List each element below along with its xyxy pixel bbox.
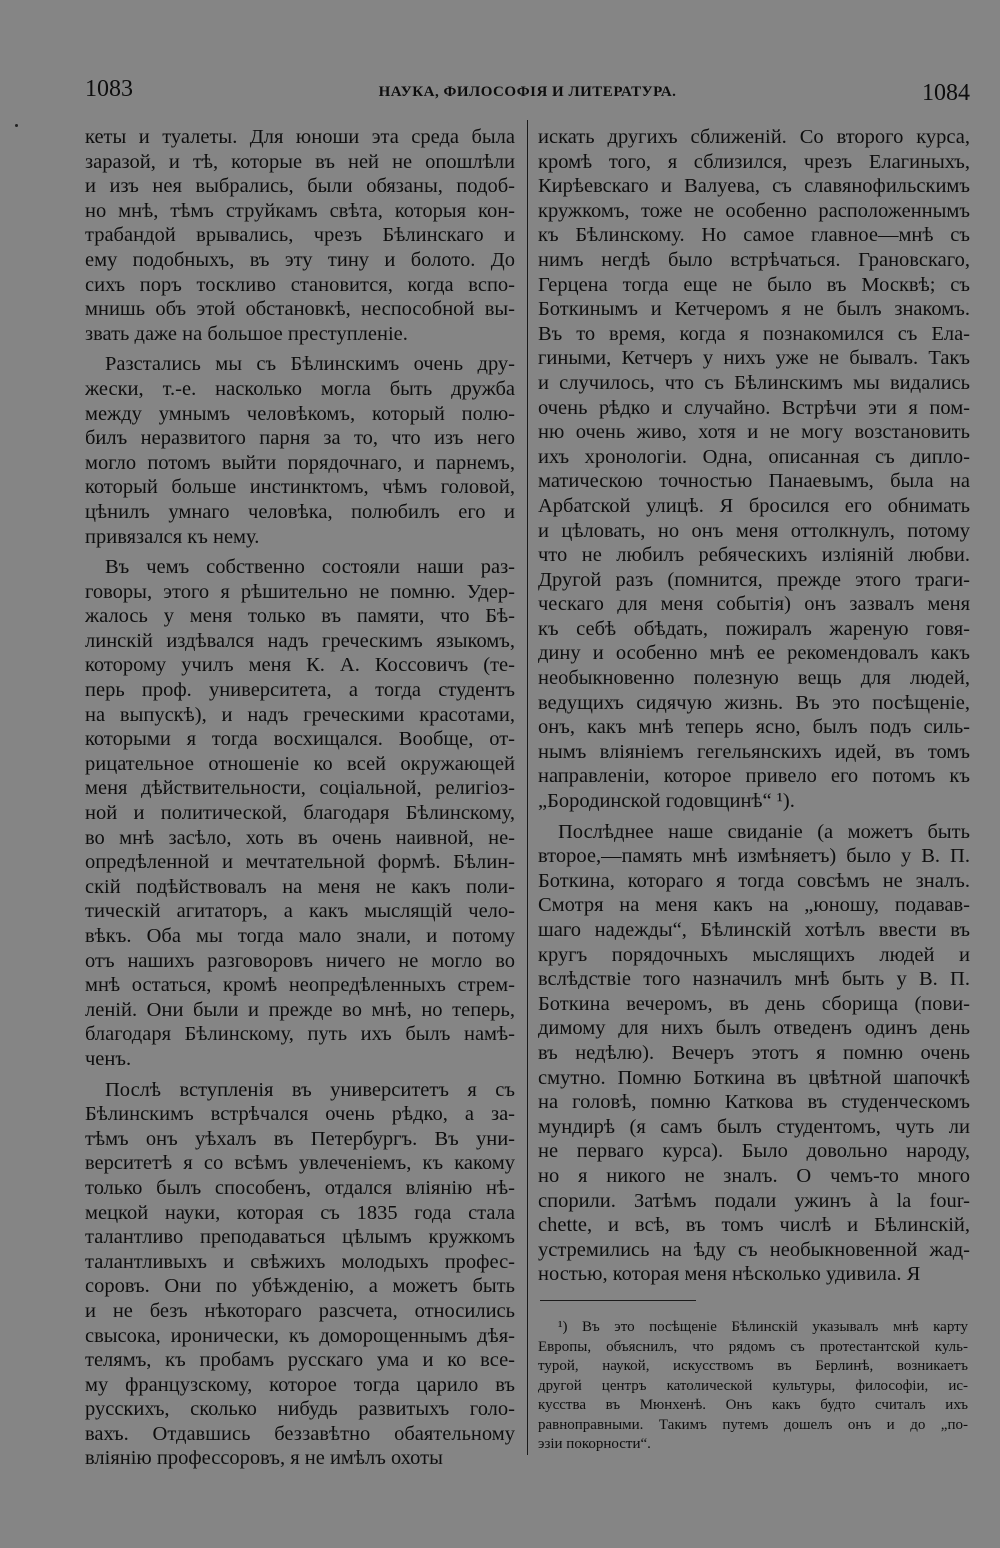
- text-line: говоры, этого я рѣшительно не помню. Удер-: [85, 580, 515, 603]
- text-line: верситетѣ я со всѣмъ увлеченіемъ, къ какому: [85, 1152, 515, 1175]
- text-line: меня дѣйствительности, соціальной, религіоз-: [85, 777, 515, 800]
- text-line: и цѣловать, но онъ меня оттолкнулъ, потому: [538, 519, 970, 542]
- text-line: очень рѣдко и случайно. Встрѣчи эти я пом-: [538, 396, 970, 419]
- text-line: жалось у меня только въ памяти, что Бѣ-: [85, 605, 515, 628]
- text-line: соровъ. Они по убѣжденію, а можетъ быть: [85, 1275, 515, 1298]
- text-line: ческаго для меня событія) онъ зазвалъ меня: [538, 593, 970, 616]
- text-line: Боткинымъ и Кетчеромъ я не былъ знакомъ.: [538, 298, 970, 321]
- text-line: Послѣднее наше свиданіе (а можетъ быть: [558, 820, 970, 843]
- paragraph: [85, 555, 515, 1071]
- text-line: но мнѣ, тѣмъ струйкамъ свѣта, которыя кон-: [85, 199, 515, 222]
- text-line: второе,—память мнѣ измѣняетъ) было у В. П.: [538, 845, 970, 868]
- text-line: Боткина вечеромъ, въ день сборища (пови-: [538, 992, 970, 1015]
- text-line: устремились на ѣду съ необыкновенной жад-: [538, 1238, 970, 1261]
- text-line: вліянію профессоровъ, я не имѣлъ охоты: [85, 1447, 443, 1470]
- footnote-line: турой, наукой, искусствомъ въ Берлинѣ, возникаетъ: [538, 1358, 968, 1374]
- text-line: димому для нихъ былъ отведенъ одинъ день: [538, 1017, 970, 1040]
- text-line: что не любилъ ребяческихъ изліяній любви.: [538, 544, 970, 567]
- text-line: дину и особенно мнѣ ее рекомендовалъ какъ: [538, 642, 970, 665]
- text-line: въ недѣлю). Вечеръ этотъ я помню очень: [538, 1041, 970, 1064]
- footnote-text: Въ это посѣщеніе Бѣлинскій указывалъ мнѣ карту: [582, 1319, 968, 1335]
- text-line: онъ, какъ мнѣ теперь ясно, былъ подъ силь-: [538, 716, 970, 739]
- text-line: цѣнилъ умнаго человѣка, полюбилъ его и: [85, 500, 515, 523]
- text-line: ведущихъ сидячую жизнь. Въ это посѣщеніе,: [538, 691, 970, 714]
- text-line: ему подобныхъ, въ эту тину и болото. До: [85, 248, 515, 271]
- text-line: вѣкъ. Оба мы тогда мало знали, и потому: [85, 925, 515, 947]
- page-header: [85, 70, 970, 110]
- text-line: могло потомъ выйти порядочнаго, и парнемъ,: [85, 451, 515, 474]
- text-line: привязался къ нему.: [85, 525, 260, 548]
- text-line: спорили. Затѣмъ подали ужинъ à la four-: [538, 1189, 970, 1212]
- text-line: ихъ хронологіи. Одна, описанная съ дипло-: [538, 445, 970, 468]
- text-line: скій подѣйствовалъ на меня не какъ поли-: [85, 875, 515, 898]
- text-line: кромѣ того, я сблизился, чрезъ Елагиныхъ,: [538, 150, 970, 173]
- text-line: кругъ порядочныхъ мыслящихъ людей и: [538, 943, 970, 966]
- text-line: Разстались мы съ Бѣлинскимъ очень дру-: [105, 353, 515, 376]
- text-line: къ себѣ обѣдать, пожиралъ жареную говя-: [538, 617, 970, 640]
- text-line: которыми я тогда восхищался. Вообще, от-: [85, 728, 515, 751]
- footnote-rule: [540, 1300, 696, 1301]
- text-line: которому училъ меня К. А. Коссовичъ (те-: [85, 654, 515, 677]
- text-line: ностью, которая меня нѣсколько удивила. Я: [538, 1263, 921, 1286]
- text-line: во мнѣ засѣло, хоть въ очень наивной, не-: [85, 826, 515, 849]
- footnote-line: равноправными. Такимъ путемъ дошелъ онъ и до „по-: [538, 1416, 968, 1433]
- text-line: линскій издѣвался надъ греческимъ языкомъ,: [85, 629, 515, 652]
- text-line: Боткина, котораго я тогда совсѣмъ не зналъ.: [538, 869, 970, 892]
- footnote-line: [538, 1318, 968, 1338]
- text-line: необыкновенно полезную вещь для людей,: [538, 667, 970, 690]
- text-line: жески, т.-е. насколько могла быть дружба: [85, 377, 515, 400]
- text-line: и изъ нея выбрались, были обязаны, подоб-: [85, 175, 515, 198]
- text-line: и не безъ нѣкотораго разсчета, относились: [85, 1299, 515, 1322]
- text-line: направленіи, которое привело его потомъ къ: [538, 765, 970, 788]
- text-line: гиными, Кетчеръ у нихъ уже не бывалъ. Такъ: [538, 347, 970, 370]
- text-line: chette, и всѣ, въ томъ числѣ и Бѣлинскій,: [538, 1214, 970, 1237]
- footnote-line: эзіи покорности“.: [538, 1436, 651, 1452]
- text-line: Другой разъ (помнится, прежде этого траги-: [538, 568, 970, 591]
- footnote: [538, 1318, 968, 1455]
- text-line: отъ нашихъ разговоровъ ничего не могло во: [85, 949, 515, 972]
- text-line: опредѣленной и мечтательной формѣ. Бѣлин-: [85, 851, 515, 874]
- text-line: между умнымъ человѣкомъ, который полю-: [85, 402, 515, 425]
- text-line: Бѣлинскимъ встрѣчался очень рѣдко, а за-: [85, 1103, 515, 1126]
- footnote-line: Европы, объяснилъ, что рядомъ съ протестантской куль-: [538, 1338, 968, 1355]
- text-line: и случилось, что съ Бѣлинскимъ мы видались: [538, 371, 970, 394]
- text-line: вахъ. Отдавшись беззавѣтно обаятельному: [85, 1422, 515, 1445]
- text-line: который больше инстинктомъ, чѣмъ головой,: [85, 476, 515, 499]
- text-line: вслѣдствіе того назначилъ мнѣ быть у В. П.: [538, 968, 970, 991]
- text-line: но я никого не зналъ. О чемъ-то много: [538, 1164, 970, 1187]
- text-line: мецкой науки, которая съ 1835 года стала: [85, 1201, 515, 1224]
- text-line: Въ то время, когда я познакомился съ Ела-: [538, 322, 970, 345]
- text-line: перь проф. университета, а тогда студентъ: [85, 679, 515, 702]
- text-line: тическій агитаторъ, а какъ мыслящій чело-: [85, 900, 515, 923]
- text-line: рицательное отношеніе ко всей окружающей: [85, 752, 515, 775]
- text-line: на головѣ, помню Каткова въ студенческомъ: [538, 1091, 970, 1114]
- right-column: [538, 125, 970, 1445]
- text-line: шаго надежды“, Бѣлинскій хотѣлъ ввести въ: [538, 919, 970, 941]
- margin-speck: [15, 124, 18, 127]
- footnote-marker: ¹): [558, 1319, 568, 1335]
- text-line: только былъ способенъ, отдался вліянію нѣ-: [85, 1176, 515, 1199]
- text-line: ченъ.: [85, 1047, 132, 1070]
- text-line: тѣмъ онъ уѣхалъ въ Петербургъ. Въ уни-: [85, 1127, 515, 1150]
- text-line: заразой, и тѣ, которые въ ней не опошлѣли: [85, 150, 515, 173]
- text-line: мнишь объ этой обстановкѣ, неспособной вы-: [85, 298, 515, 321]
- column-divider: [527, 120, 528, 1455]
- running-title: НАУКА, ФИЛОСОФІЯ И ЛИТЕРАТУРА.: [378, 84, 677, 100]
- text-line: Смотря на меня какъ на „юношу, подавав-: [538, 894, 970, 917]
- paragraph: [85, 125, 515, 346]
- text-line: Кирѣевскаго и Валуева, съ славянофильскимъ: [538, 175, 970, 198]
- paragraph: [85, 1078, 515, 1472]
- footnote-line: другой центръ католической культуры, философіи, ис-: [538, 1377, 968, 1394]
- paragraph: [85, 352, 515, 549]
- text-line: мнѣ остаться, кромѣ неопредѣленныхъ стрем-: [85, 974, 515, 997]
- page-number-left: 1083: [85, 76, 133, 102]
- text-line: леній. Они были и прежде во мнѣ, но теперь,: [85, 998, 515, 1021]
- paragraph: [538, 125, 970, 814]
- text-line: сихъ поръ тоскливо становится, когда вспо-: [85, 273, 515, 296]
- text-line: Послѣ вступленія въ университетъ я съ: [105, 1078, 515, 1101]
- page-number-right: 1084: [922, 80, 970, 106]
- text-line: талантливыхъ и свѣжихъ молодыхъ профес-: [85, 1250, 515, 1273]
- text-line: смутно. Помню Боткина въ цвѣтной шапочкѣ: [538, 1066, 970, 1089]
- text-line: ной и политической, благодаря Бѣлинскому,: [85, 802, 515, 825]
- text-line: свысока, иронически, къ доморощеннымъ дѣя-: [85, 1324, 515, 1347]
- text-line: звать даже на большое преступленіе.: [85, 322, 408, 345]
- text-line: русскихъ, сколько нибудь развитыхъ голо-: [85, 1398, 515, 1421]
- text-line: къ Бѣлинскому. Но самое главное—мнѣ съ: [538, 224, 970, 247]
- text-line: нимъ негдѣ было встрѣчаться. Грановскаго,: [538, 248, 970, 271]
- text-line: му французскому, которое тогда царило въ: [85, 1373, 515, 1396]
- text-line: кеты и туалеты. Для юноши эта среда была: [85, 126, 515, 148]
- text-line: матическою точностью Панаевымъ, была на: [538, 470, 970, 493]
- text-line: мундирѣ (я самъ былъ студентомъ, чуть ли: [538, 1115, 970, 1138]
- text-line: ню очень живо, хотя и не могу возстановить: [538, 421, 970, 444]
- text-line: трабандой врывались, чрезъ Бѣлинскаго и: [85, 224, 515, 247]
- text-line: билъ неразвитого парня за то, что изъ него: [85, 427, 515, 450]
- text-line: Въ чемъ собственно состояли наши раз-: [105, 556, 515, 579]
- text-line: кружкомъ, тоже не особенно расположеннымъ: [538, 199, 970, 222]
- text-line: нымъ вліяніемъ гегельянскихъ идей, въ томъ: [538, 740, 970, 763]
- text-line: телямъ, къ пробамъ русскаго ума и ко все-: [85, 1349, 515, 1372]
- paragraph: [538, 820, 970, 1287]
- text-line: Герцена тогда еще не было въ Москвѣ; съ: [538, 273, 970, 296]
- text-line: „Бородинской годовщинѣ“ ¹).: [538, 790, 795, 813]
- text-line: на выпускѣ), и надъ греческими красотами,: [85, 703, 515, 726]
- text-line: искать другихъ сближеній. Со второго курса,: [538, 126, 970, 148]
- left-column: [85, 125, 515, 1471]
- text-line: благодаря Бѣлинскому, путь ихъ былъ намѣ-: [85, 1023, 515, 1046]
- text-line: талантливо преподаваться цѣлымъ кружкомъ: [85, 1226, 515, 1249]
- text-line: Арбатской улицѣ. Я бросился его обнимать: [538, 494, 970, 517]
- text-line: не перваго курса). Было довольно народу,: [538, 1140, 970, 1163]
- footnote-line: кусства въ Мюнхенѣ. Онъ какъ будто считалъ ихъ: [538, 1397, 968, 1413]
